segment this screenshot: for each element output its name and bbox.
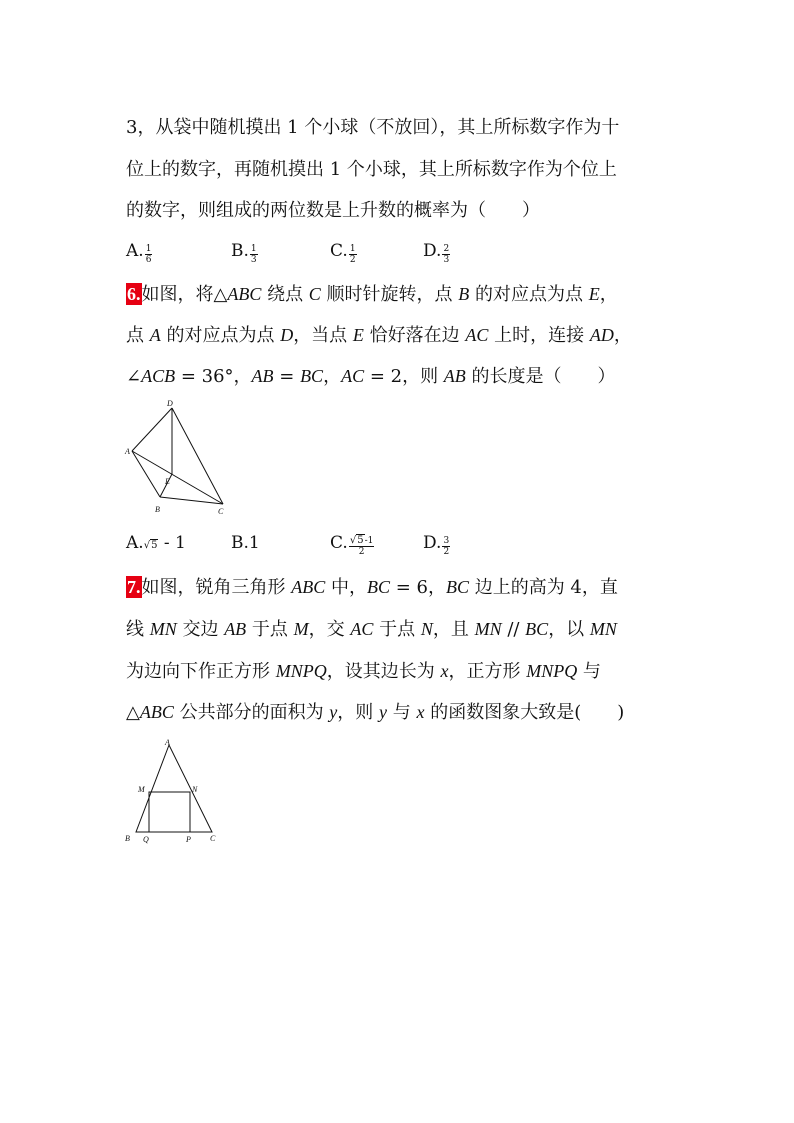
- fraction: $\frac{√5-1}{2}$: [349, 535, 374, 557]
- label-n: N: [192, 785, 198, 794]
- label-c: C: [218, 507, 224, 516]
- label-c: C: [210, 834, 216, 843]
- label-a: A: [165, 738, 170, 747]
- square-mnpq: [149, 792, 190, 832]
- sqrt: √5: [143, 540, 158, 551]
- q6-figure: [120, 398, 240, 520]
- fraction: $\frac{1}{6}$: [145, 244, 152, 265]
- label-p: P: [186, 835, 191, 844]
- label-b: B: [125, 834, 130, 843]
- label-b: B: [155, 505, 160, 514]
- label-m: M: [138, 785, 145, 794]
- q6-text-line-3: ∠ACB = 36°，AB = BC，AC = 2，则 AB 的长度是（ ）: [126, 366, 616, 387]
- q7-text-line-3: 为边向下作正方形 MNPQ，设其边长为 x，正方形 MNPQ 与: [126, 661, 601, 682]
- label-q: Q: [143, 835, 149, 844]
- q5-text-line-1: 3，从袋中随机摸出 1 个小球（不放回），其上所标数字作为十: [126, 117, 620, 138]
- q6-option-c[interactable]: C. $\frac{√5-1}{2}$: [330, 533, 374, 557]
- q5-option-d[interactable]: D. $\frac{2}{3}$: [423, 241, 450, 265]
- fraction: $\frac{1}{3}$: [250, 244, 257, 265]
- q7-text-line-4: △ABC 公共部分的面积为 y，则 y 与 x 的函数图象大致是( ): [126, 702, 625, 723]
- q6-option-d[interactable]: D. $\frac{3}{2}$: [423, 533, 450, 557]
- fraction: $\frac{2}{3}$: [443, 244, 450, 265]
- label-d: D: [167, 399, 173, 408]
- label-a: A: [125, 447, 130, 456]
- q5-option-c[interactable]: C. $\frac{1}{2}$: [330, 241, 356, 265]
- segment-da: [132, 408, 172, 451]
- q5-option-a[interactable]: A. $\frac{1}{6}$: [126, 241, 152, 265]
- q5-text-line-2: 位上的数字，再随机摸出 1 个小球，其上所标数字作为个位上: [126, 159, 617, 180]
- question-number-6: 6.: [127, 284, 141, 304]
- q7-figure: [120, 736, 230, 848]
- q6-text-line-2: 点 A 的对应点为点 D，当点 E 恰好落在边 AC 上时，连接 AD，: [126, 325, 632, 346]
- q6-option-a[interactable]: A.√5 - 1: [126, 532, 186, 557]
- q6-text-line-1: 6.如图，将△ABC 绕点 C 顺时针旋转，点 B 的对应点为点 E，: [127, 284, 618, 305]
- fraction: $\frac{1}{2}$: [349, 244, 356, 265]
- q5-option-b[interactable]: B. $\frac{1}{3}$: [231, 241, 257, 265]
- triangle-abc: [136, 745, 212, 832]
- q5-text-line-3: 的数字，则组成的两位数是上升数的概率为（ ）: [126, 200, 540, 221]
- segment-ab: [132, 451, 160, 497]
- label-e: E: [165, 477, 170, 486]
- question-number-7: 7.: [127, 577, 141, 597]
- fraction: $\frac{3}{2}$: [443, 536, 450, 557]
- q6-option-b[interactable]: B.1: [231, 533, 260, 553]
- q7-text-line-2: 线 MN 交边 AB 于点 M，交 AC 于点 N，且 MN // BC，以 MN: [126, 619, 617, 640]
- q7-text-line-1: 7.如图，锐角三角形 ABC 中，BC = 6，BC 边上的高为 4，直: [127, 577, 618, 598]
